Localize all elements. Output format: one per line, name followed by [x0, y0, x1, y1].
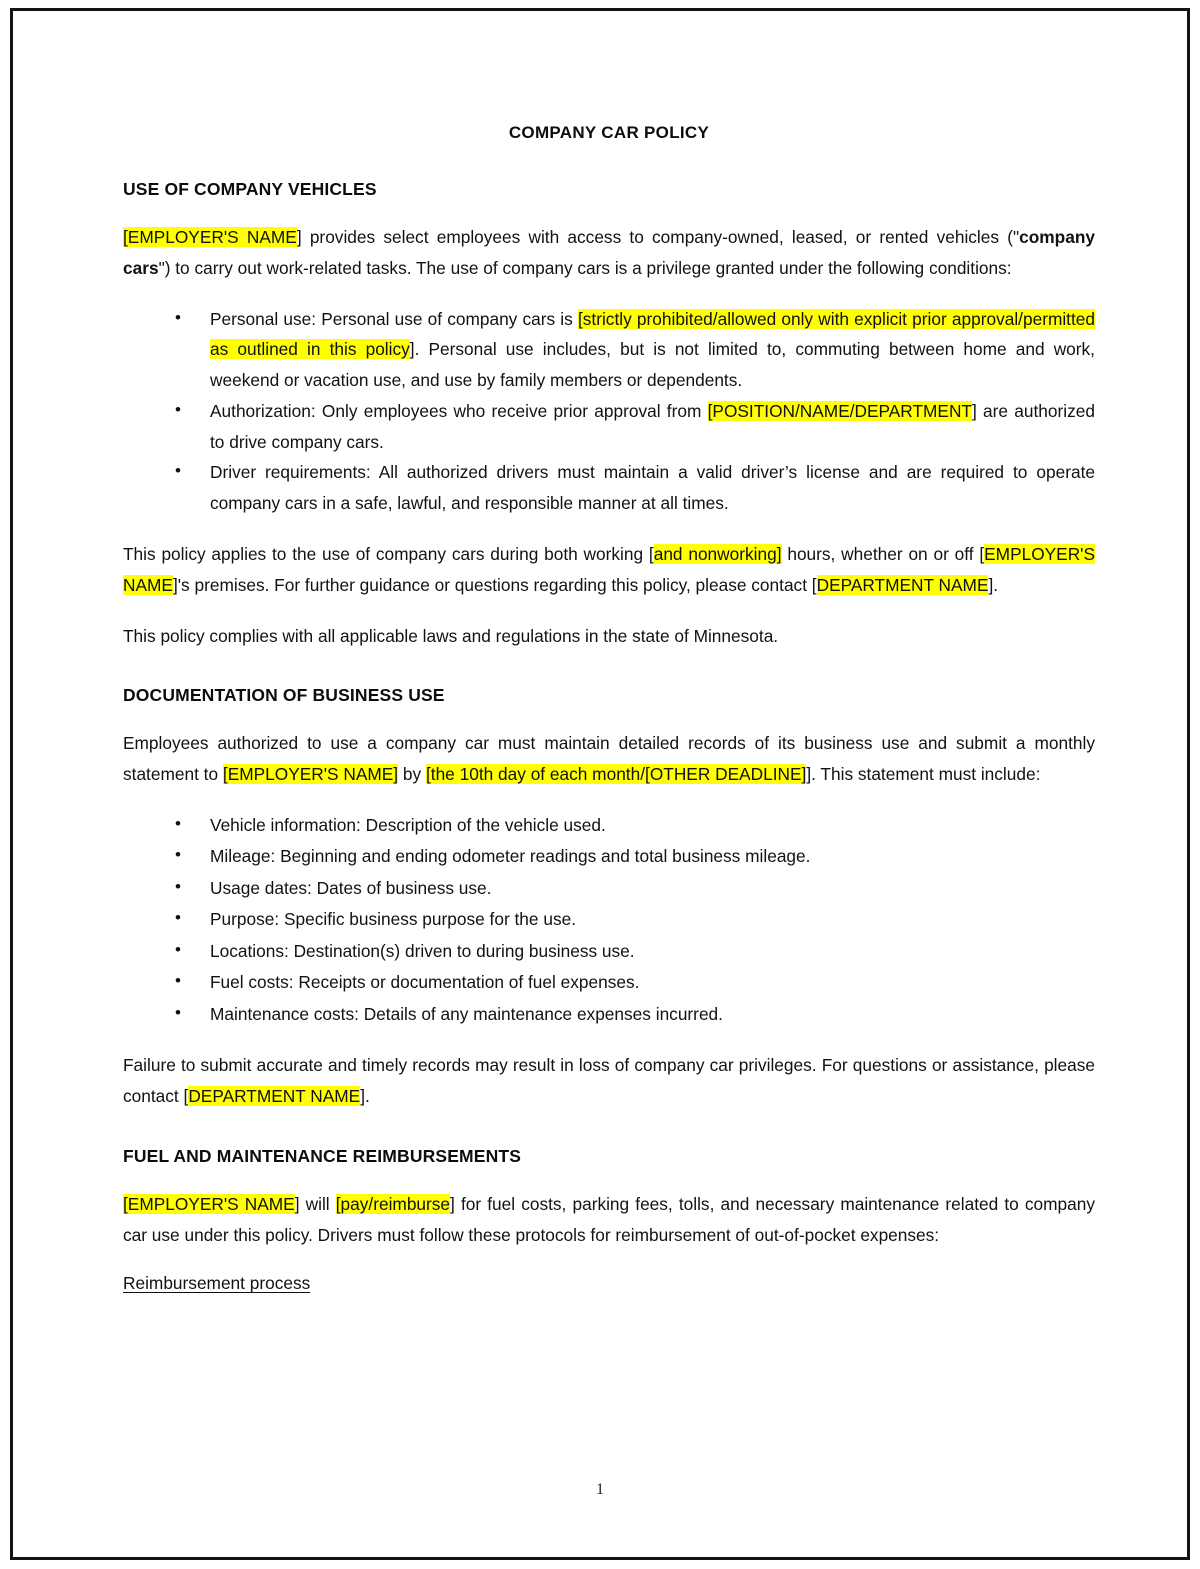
list-item: • Mileage: Beginning and ending odometer readings and total business mileage.	[123, 841, 1095, 872]
list-item: • Maintenance costs: Details of any maintenance expenses incurred.	[123, 999, 1095, 1030]
paragraph-policy-scope	[123, 539, 1095, 601]
paragraph-documentation-closing	[123, 1050, 1095, 1112]
highlight-and-nonworking: and nonworking]	[653, 544, 782, 565]
paragraph-documentation-intro-text-a: Employees authorized to use a company car must maintain detailed records of its business use and submit a monthly statement to	[123, 733, 1095, 785]
highlight-department-name-1: DEPARTMENT NAME	[816, 574, 989, 595]
paragraph-policy-scope-text-c: ]'s premises. For further guidance or questions regarding this policy, please contact [	[172, 574, 817, 595]
highlight-employer-name-1: [EMPLOYER'S NAME	[123, 227, 297, 247]
paragraph-use-intro-text-b: ") to carry out work-related tasks. The use of company cars is a privilege granted under the following conditions:	[158, 257, 1012, 278]
document-body	[13, 11, 1187, 1557]
paragraph-policy-scope-text-b: hours, whether on or off [	[781, 544, 985, 565]
paragraph-documentation-intro	[123, 728, 1095, 790]
list-item-personal-use-tail: ]. Personal use includes, but is not limited to, commuting between home and work, weekend or vacation use, and use by family members or dependents.	[210, 339, 1095, 391]
list-item-driver-requirements: • Driver requirements: All authorized drivers must maintain a valid driver’s license and are required to operate company cars in a safe, lawful, and responsible manner at all times.	[123, 457, 1095, 519]
list-item: • Usage dates: Dates of business use.	[123, 873, 1095, 904]
list-item-authorization-tail: ] are authorized to drive company cars.	[210, 400, 1095, 452]
list-item: • Vehicle information: Description of the vehicle used.	[123, 810, 1095, 841]
highlight-position-name-department: [POSITION/NAME/DEPARTMENT	[707, 400, 972, 421]
highlight-submission-deadline: [the 10th day of each month/[OTHER DEADLINE]	[425, 764, 807, 785]
list-use-conditions	[123, 304, 1095, 519]
paragraph-documentation-closing-text-b: ].	[360, 1086, 370, 1106]
list-item-personal-use	[123, 304, 1095, 396]
section-heading-fuel-and-maintenance-reimbursements: FUEL AND MAINTENANCE REIMBURSEMENTS	[123, 1145, 522, 1166]
paragraph-use-intro-text-a: ] provides select employees with access to company-owned, leased, or rented vehicles ("	[296, 227, 1020, 247]
paragraph-policy-scope-text-a: This policy applies to the use of company cars during both working [	[123, 544, 654, 565]
highlight-department-name-2: DEPARTMENT NAME	[188, 1086, 361, 1106]
list-item-authorization	[123, 396, 1095, 458]
section-heading-use-of-company-vehicles: USE OF COMPANY VEHICLES	[123, 179, 377, 199]
highlight-employer-name-3: [EMPLOYER'S NAME]	[222, 764, 399, 785]
paragraph-documentation-closing-text-a: Failure to submit accurate and timely records may result in loss of company car privileges. For questions or assistance, please contact [	[123, 1055, 1095, 1106]
list-item: • Purpose: Specific business purpose for the use.	[123, 904, 1095, 935]
list-item-authorization-lead: Authorization: Only employees who receive prior approval from	[210, 400, 708, 421]
paragraph-reimbursement-intro-text-a: ] will	[294, 1193, 336, 1214]
page-number-footer: 1	[596, 1481, 604, 1498]
section-heading-documentation-of-business-use: DOCUMENTATION OF BUSINESS USE	[123, 685, 445, 706]
paragraph-reimbursement-intro-text-b: ] for fuel costs, parking fees, tolls, and necessary maintenance related to company car use under this policy. Drivers must follow these protocols for reimbursement of out-of-pocket expenses:	[123, 1193, 1095, 1245]
paragraph-reimbursement-intro	[123, 1189, 1095, 1251]
list-item: • Locations: Destination(s) driven to during business use.	[123, 936, 1095, 967]
highlight-pay-reimburse: [pay/reimburse	[335, 1193, 451, 1214]
paragraph-use-intro	[123, 222, 1095, 284]
emphasis-company-cars: company cars	[123, 227, 1095, 278]
paragraph-documentation-intro-text-c: ]. This statement must include:	[806, 764, 1041, 785]
paragraph-policy-scope-text-d: ].	[988, 574, 999, 595]
list-item-personal-use-lead: Personal use: Personal use of company cars is	[210, 308, 578, 329]
highlight-employer-name-4: [EMPLOYER'S NAME	[123, 1193, 295, 1214]
highlight-personal-use-options: [strictly prohibited/allowed only with explicit prior approval/permitted as outlined in this policy	[210, 308, 1096, 360]
list-item: • Fuel costs: Receipts or documentation of fuel expenses.	[123, 967, 1095, 998]
list-statement-requirements	[123, 810, 1095, 1030]
paragraph-documentation-intro-text-b: by	[398, 764, 426, 785]
subheading-reimbursement-process: Reimbursement process	[123, 1273, 311, 1294]
document-title: COMPANY CAR POLICY	[508, 123, 710, 142]
highlight-employer-name-2: EMPLOYER'S NAME	[123, 544, 1096, 595]
paragraph-compliance-statement: This policy complies with all applicable laws and regulations in the state of Minnesota.	[123, 625, 779, 646]
document-sheet	[10, 8, 1190, 1560]
